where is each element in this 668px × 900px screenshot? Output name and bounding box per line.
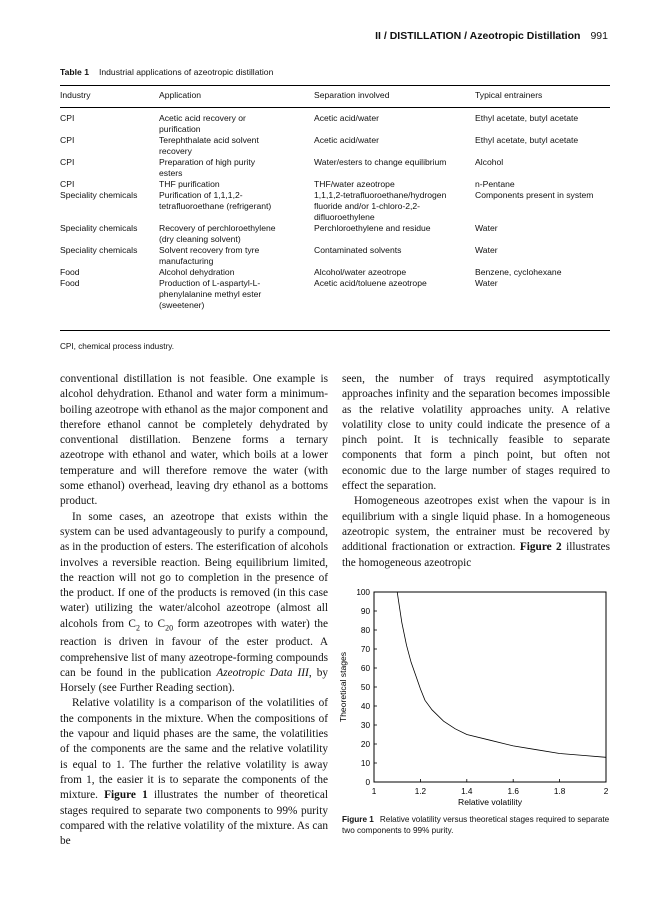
table-cell: Alcohol dehydration xyxy=(159,267,235,277)
table-cell: Food xyxy=(60,278,80,288)
y-tick-label: 10 xyxy=(360,759,370,768)
table-cell: Acetic acid/water xyxy=(314,135,379,145)
paragraph: Homogeneous azeotropes exist when the vapour is in equilibrium with a single liquid phase. In a homogeneous azeotropic system, the entrainer must be recovered by additional fractionation or extraction. Figure 2 illustrates the homogeneous azeotropic xyxy=(342,495,610,569)
table-cell: CPI xyxy=(60,113,75,123)
y-tick-label: 20 xyxy=(360,740,370,749)
table-row xyxy=(60,157,610,179)
table-cell: Components present in system xyxy=(475,190,594,200)
table-row xyxy=(60,278,610,311)
table-row xyxy=(60,113,610,135)
figure-caption xyxy=(342,814,624,836)
paragraph: seen, the number of trays required asymptotically approaches infinity and the separation becomes impossible as the relative volatility approaches unity. A relative volatility close to unity could indicate the presence of a pinch point. It is technically feasible to separate components that form a pinch point, but often not economic due to the large number of stages required to effect the separation. xyxy=(342,373,610,493)
table-header-industry: Industry xyxy=(60,90,91,100)
table-cell: Water xyxy=(475,223,498,233)
x-tick-label: 1.2 xyxy=(414,787,427,796)
x-tick-label: 1.8 xyxy=(553,787,566,796)
table-cell: 1,1,1,2-tetrafluoroethane/hydrogen fluoride and/or 1-chloro-2,2- difluoroethylene xyxy=(314,190,447,222)
running-header-section: II / DISTILLATION / Azeotropic Distillation xyxy=(375,30,581,42)
table-cell: Benzene, cyclohexane xyxy=(475,267,562,277)
x-tick-label: 1.6 xyxy=(507,787,519,796)
table-cell: Terephthalate acid solvent recovery xyxy=(159,135,259,156)
left-column xyxy=(60,372,328,849)
table-cell: CPI xyxy=(60,157,75,167)
y-tick-label: 30 xyxy=(360,721,370,730)
table-row xyxy=(60,135,610,157)
table-cell: n-Pentane xyxy=(475,179,515,189)
table-cell: Speciality chemicals xyxy=(60,245,138,255)
table-cell: THF/water azeotrope xyxy=(314,179,395,189)
table-cell: Water xyxy=(475,278,498,288)
page-number: 991 xyxy=(590,30,608,42)
table-cell: Solvent recovery from tyre manufacturing xyxy=(159,245,260,266)
table-cell: Acetic acid/toluene azeotrope xyxy=(314,278,427,288)
table-cell: Ethyl acetate, butyl acetate xyxy=(475,113,579,123)
table-header-entrainers: Typical entrainers xyxy=(475,90,543,100)
figure-caption-text: Relative volatility versus theoretical stages required to separate two components to 99% purity. xyxy=(342,815,610,835)
table-cell: Speciality chemicals xyxy=(60,223,138,233)
y-tick-label: 70 xyxy=(360,645,370,654)
figure-label: Figure 1 xyxy=(342,815,374,824)
figure-reference: Figure 2 xyxy=(519,541,562,554)
table-bottom-rule xyxy=(60,330,610,331)
table-cell: CPI xyxy=(60,135,75,145)
x-axis-label: Relative volatility xyxy=(458,797,522,807)
table-cell: Contaminated solvents xyxy=(314,245,402,255)
table-cell: Purification of 1,1,1,2- tetrafluoroethane (refrigerant) xyxy=(159,190,272,211)
table-title: Industrial applications of azeotropic distillation xyxy=(98,67,274,77)
table-row xyxy=(60,190,610,223)
x-tick-label: 1.4 xyxy=(461,787,473,796)
table-caption xyxy=(60,67,273,77)
y-tick-label: 90 xyxy=(360,607,370,616)
table-cell: Food xyxy=(60,267,80,277)
table-cell: Water/esters to change equilibrium xyxy=(314,157,447,167)
table-cell: Speciality chemicals xyxy=(60,190,138,200)
running-header xyxy=(375,30,608,42)
figure-reference: Figure 1 xyxy=(104,789,148,802)
table-cell: Acetic acid/water xyxy=(314,113,379,123)
table-cell: Alcohol/water azeotrope xyxy=(314,267,407,277)
paragraph: conventional distillation is not feasible. One example is alcohol dehydration. Ethanol and water form a minimum-boiling azeotrope with ethanol as the major component and therefore ethanol cannot be completely dehydrated by conventional distillation. Benzene forms a ternary azeotrope with ethanol and water, which boils at a lower temperature and will therefore remove the water (with some ethanol) overhead, leaving dry ethanol as a bottoms product. xyxy=(60,373,328,508)
table-label: Table 1 xyxy=(60,67,89,77)
table-header-rule xyxy=(60,107,610,108)
table-footnote: CPI, chemical process industry. xyxy=(60,342,175,351)
x-tick-label: 1 xyxy=(371,787,377,796)
table-header-row xyxy=(60,90,610,102)
table-cell: Preparation of high purity esters xyxy=(159,157,256,178)
table-row xyxy=(60,267,610,278)
y-tick-label: 40 xyxy=(360,702,370,711)
table-header-application: Application xyxy=(159,90,202,100)
table-top-rule xyxy=(60,85,610,86)
table-cell: Alcohol xyxy=(475,157,504,167)
series-line xyxy=(397,592,606,757)
paragraph: Relative volatility is a comparison of the volatilities of the components in the mixture. When the compositions of the vapour and liquid phases are the same, the volatilities of the components are the same and the relative volatility is equal to 1. The further the relative volatility is away from 1, the easier it is to separate the components of the mixture. Figure 1 illustrates the number of theoretical stages required to separate two components to 99% purity compared with the relative volatility of the mixture. As can be xyxy=(60,697,328,848)
table-row xyxy=(60,223,610,245)
chart-svg xyxy=(334,580,624,820)
table-cell: Ethyl acetate, butyl acetate xyxy=(475,135,579,145)
y-tick-label: 80 xyxy=(360,626,370,635)
y-axis-label: Theoretical stages xyxy=(338,651,348,723)
table-cell: Acetic acid recovery or purification xyxy=(159,113,246,134)
table-cell: CPI xyxy=(60,179,75,189)
x-tick-label: 2 xyxy=(603,787,609,796)
table-cell: Water xyxy=(475,245,498,255)
y-tick-label: 0 xyxy=(365,778,370,787)
paragraph: In some cases, an azeotrope that exists within the system can be used advantageously to purify a compound, as in the production of esters. The esterification of alcohols involves a reversible reaction. Being equilibrium limited, the reaction will not go to completion in the presence of the product. If one of the products is removed (in this case water) utilizing the water/alcohol azeotrope (almost all alcohols from $C_2$ to $C_{20}$ form azeotropes with water) the reaction is driven in favour of the ester product. A comprehensive list of many azeotrope-forming compounds can be found in the publication Azeotropic Data III, by Horsely (see Further Reading section). xyxy=(60,510,328,695)
plot-frame xyxy=(374,592,606,782)
y-tick-label: 60 xyxy=(360,664,370,673)
table-cell: Recovery of perchloroethylene (dry cleaning solvent) xyxy=(159,223,276,244)
table-body xyxy=(60,113,610,311)
table-row xyxy=(60,245,610,267)
right-column xyxy=(342,372,610,571)
y-tick-label: 100 xyxy=(356,588,370,597)
table-row xyxy=(60,179,610,190)
figure-1-chart xyxy=(334,580,624,820)
y-tick-label: 50 xyxy=(360,683,370,692)
table-cell: Perchloroethylene and residue xyxy=(314,223,431,233)
publication-title: Azeotropic Data III xyxy=(216,666,309,679)
table-cell: THF purification xyxy=(159,179,220,189)
table-cell: Production of L-aspartyl-L- phenylalanine methyl ester (sweetener) xyxy=(159,278,262,310)
table-header-separation: Separation involved xyxy=(314,90,390,100)
